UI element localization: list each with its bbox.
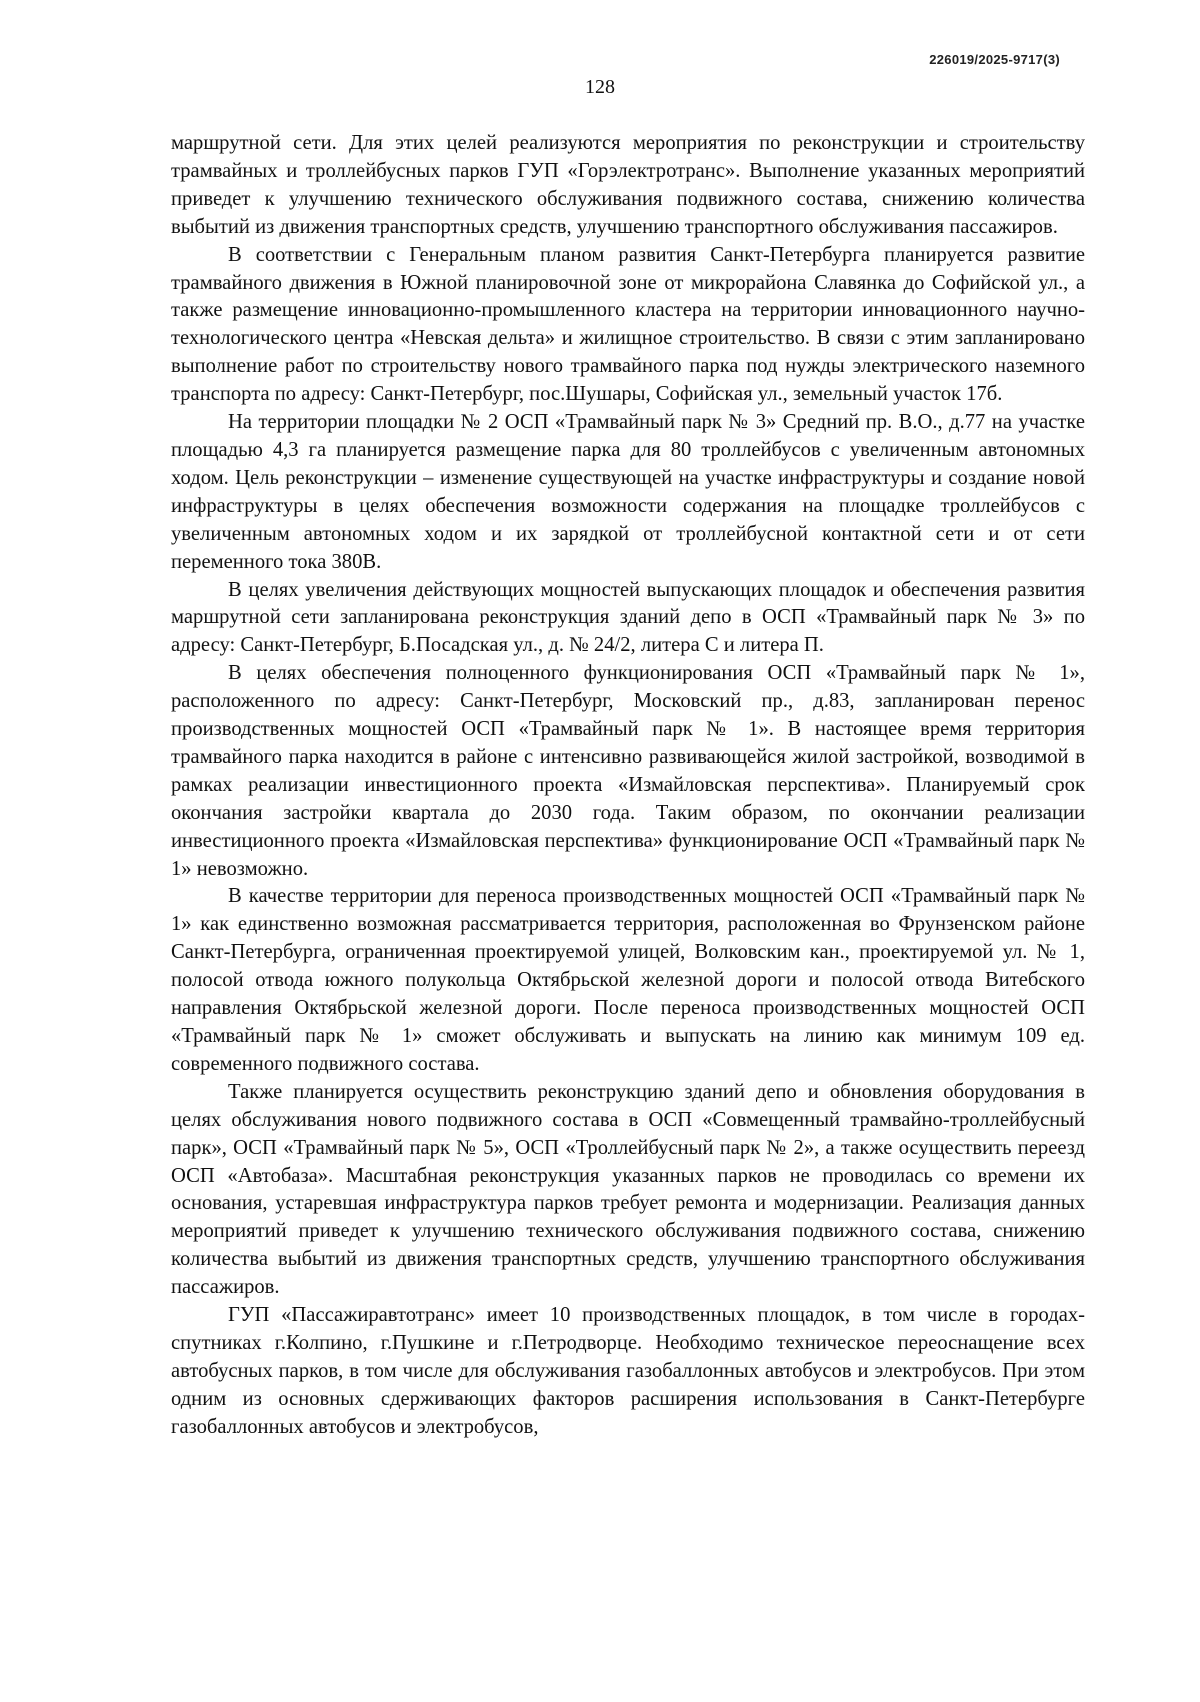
document-registration-number: 226019/2025-9717(3)	[929, 52, 1060, 67]
paragraph-other-parks: Также планируется осуществить реконструкцию зданий депо и обновления оборудования в целях обслуживания нового подвижного состава в ОСП «Совмещенный трамвайно-троллейбусный парк», ОСП «Трамвайный парк № 5», ОСП «Троллейбусный парк № 2», а также осуществить переезд ОСП «Автобаза». Масштабная реконструкция указанных парков не проводилась со времени их основания, устаревшая инфраструктура парков требует ремонта и модернизации. Реализация данных мероприятий приведет к улучшению технического обслуживания подвижного состава, снижению количества выбытий из движения транспортных средств, улучшению транспортного обслуживания пассажиров.	[171, 1080, 1085, 1299]
paragraph-relocation-territory: В качестве территории для переноса производственных мощностей ОСП «Трамвайный парк № 1» как единственно возможная рассматривается территория, расположенная во Фрунзенском районе Санкт-Петербурга, ограниченная проектируемой улицей, Волковским кан., проектируемой ул. № 1, полосой отвода южного полукольца Октябрьской железной дороги и полосой отвода Витебского направления Октябрьской железной дороги. После переноса производственных мощностей ОСП «Трамвайный парк № 1» сможет обслуживать и выпускать на линию как минимум 109 ед. современного подвижного состава.	[171, 885, 1085, 1075]
paragraph-general-plan: В соответствии с Генеральным планом развития Санкт-Петербурга планируется развитие трамвайного движения в Южной планировочной зоне от микрорайона Славянка до Софийской ул., а также размещение инновационно-промышленного кластера на территории инновационного научно-технологического центра «Невская дельта» и жилищное строительство. В связи с этим запланировано выполнение работ по строительству нового трамвайного парка под нужды электрического наземного транспорта по адресу: Санкт-Петербург, пос.Шушары, Софийская ул., земельный участок 17б.	[171, 243, 1085, 406]
paragraph-tram-park-1-relocation: В целях обеспечения полноценного функционирования ОСП «Трамвайный парк № 1», расположенного по адресу: Санкт-Петербург, Московский пр., д.83, запланирован перенос производственных мощностей ОСП «Трамвайный парк № 1». В настоящее время территория трамвайного парка находится в районе с интенсивно развивающейся жилой застройкой, возводимой в рамках реализации инвестиционного проекта «Измайловская перспектива». Планируемый срок окончания застройки квартала до 2030 года. Таким образом, по окончании реализации инвестиционного проекта «Измайловская перспектива» функционирование ОСП «Трамвайный парк № 1» невозможно.	[171, 662, 1085, 880]
paragraph-site-2: На территории площадки № 2 ОСП «Трамвайный парк № 3» Средний пр. В.О., д.77 на участке площадью 4,3 га планируется размещение парка для 80 троллейбусов с увеличенным автономных ходом. Цель реконструкции – изменение существующей на участке инфраструктуры и создание новой инфраструктуры в целях обеспечения возможности содержания на площадке троллейбусов с увеличенным автономных ходом и их зарядкой от троллейбусной контактной сети и от сети переменного тока 380В.	[171, 411, 1085, 573]
paragraph-continuation: маршрутной сети. Для этих целей реализуются мероприятия по реконструкции и строительству трамвайных и троллейбусных парков ГУП «Горэлектротранс». Выполнение указанных мероприятий приведет к улучшению технического обслуживания подвижного состава, снижению количества выбытий из движения транспортных средств, улучшению транспортного обслуживания пассажиров.	[171, 132, 1085, 238]
paragraph-depot-reconstruction: В целях увеличения действующих мощностей выпускающих площадок и обеспечения развития маршрутной сети запланирована реконструкция зданий депо в ОСП «Трамвайный парк № 3» по адресу: Санкт-Петербург, Б.Посадская ул., д. № 24/2, литера С и литера П.	[171, 578, 1085, 657]
paragraph-passazhiravtotrans: ГУП «Пассажиравтотранс» имеет 10 производственных площадок, в том числе в городах-спутниках г.Колпино, г.Пушкине и г.Петродворце. Необходимо техническое переоснащение всех автобусных парков, в том числе для обслуживания газобаллонных автобусов и электробусов. При этом одним из основных сдерживающих факторов расширения использования в Санкт-Петербурге газобаллонных автобусов и электробусов,	[171, 1304, 1085, 1438]
page-number: 128	[585, 76, 615, 98]
document-body	[171, 130, 1085, 1442]
